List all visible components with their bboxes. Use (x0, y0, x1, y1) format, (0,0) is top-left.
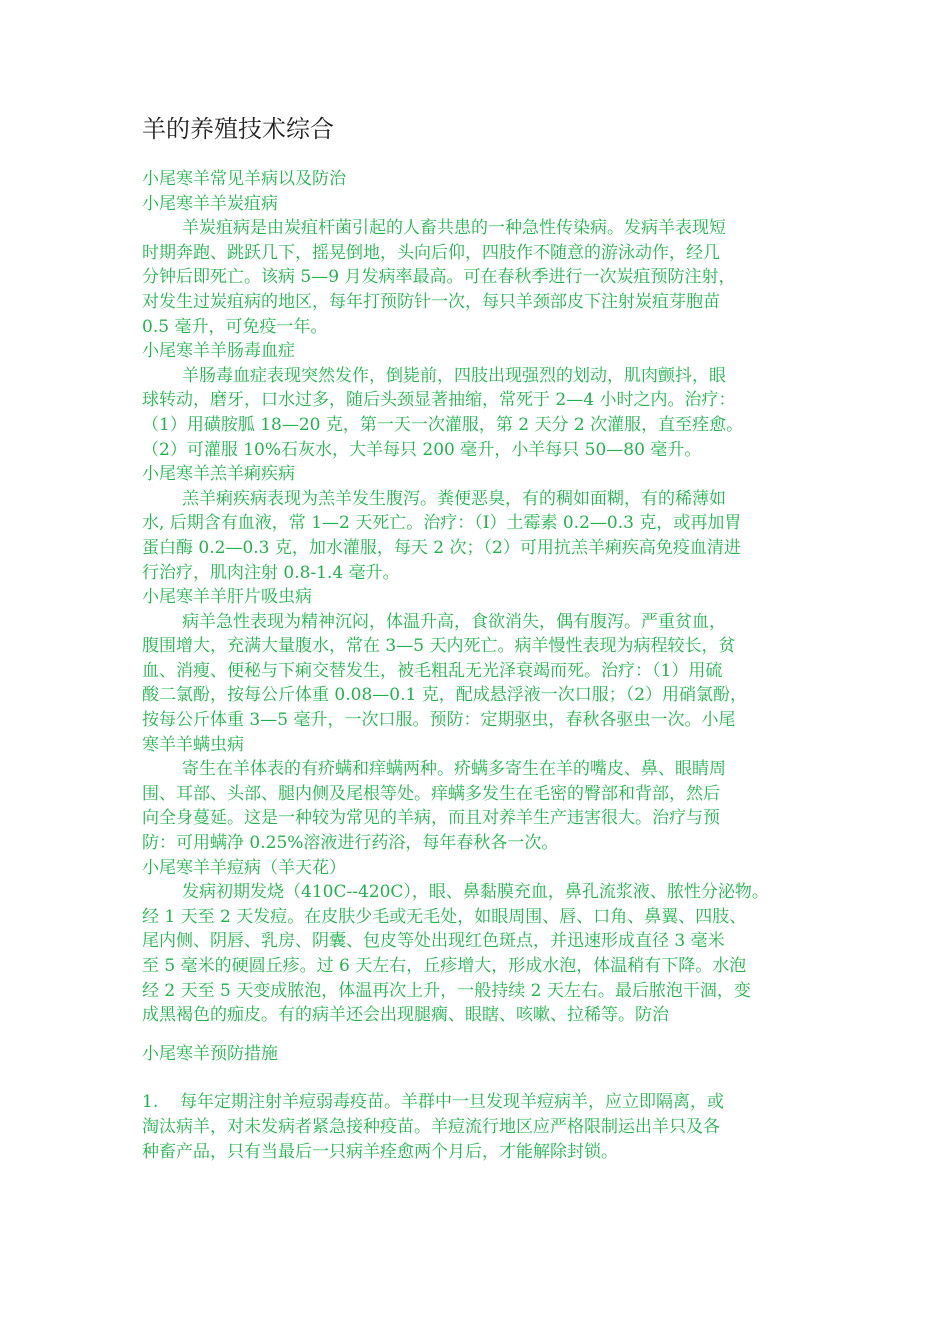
section-paragraph (142, 610, 830, 758)
section-paragraph (142, 364, 830, 462)
paragraph-line: 经 2 天至 5 天变成脓泡，体温再次上升，一般持续 2 天左右。最后脓泡干涸，变 (142, 980, 751, 1001)
section-paragraph (142, 757, 830, 855)
paragraph-line: 分钟后即死亡。该病 5—9 月发病率最高。可在春秋季进行一次炭疽预防注射， (142, 267, 736, 288)
paragraph-line: 尾内侧、阴唇、乳房、阴囊、包皮等处出现红色斑点，并迅速形成直径 3 毫米 (142, 931, 725, 952)
paragraph-line: 发病初期发烧（410C--420C），眼、鼻黏膜充血，鼻孔流浆液、脓性分泌物。 (182, 882, 769, 903)
section-heading: 小尾寒羊羊痘病（羊天花） (142, 857, 346, 878)
paragraph-line: （2）可灌服 10%石灰水，大羊每只 200 毫升，小羊每只 50—80 毫升。 (142, 439, 702, 460)
section-paragraph (142, 216, 830, 339)
disease-sections (142, 192, 830, 1028)
paragraph-line: 围、耳部、头部、腿内侧及尾根等处。痒螨多发生在毛密的臀部和背部，然后 (142, 783, 720, 804)
paragraph-line: 经 1 天至 2 天发痘。在皮肤少毛或无毛处，如眼周围、唇、口角、鼻翼、四肢、 (142, 906, 747, 927)
prevention-line-text: 每年定期注射羊痘弱毒疫苗。羊群中一旦发现羊痘病羊，应立即隔离，或 (180, 1092, 724, 1113)
paragraph-line: 按每公斤体重 3—5 毫升，一次口服。预防：定期驱虫，春秋各驱虫一次。小尾 (142, 710, 736, 731)
paragraph-line: 防：可用螨净 0.25%溶液进行药浴，每年春秋各一次。 (142, 833, 559, 854)
paragraph-line: 寄生在羊体表的有疥螨和痒螨两种。疥螨多寄生在羊的嘴皮、鼻、眼睛周 (182, 759, 726, 780)
paragraph-line: 羔羊痢疾病表现为羔羊发生腹泻。粪便恶臭，有的稠如面糊，有的稀薄如 (182, 488, 726, 509)
paragraph-line: 羊炭疽病是由炭疽杆菌引起的人畜共患的一种急性传染病。发病羊表现短 (182, 218, 726, 239)
paragraph-line: 羊肠毒血症表现突然发作，倒毙前，四肢出现强烈的划动，肌肉颤抖，眼 (182, 365, 726, 386)
prevention-heading: 小尾寒羊预防措施 (142, 1043, 278, 1064)
paragraph-line: 球转动，磨牙，口水过多，随后头颈显著抽缩，常死于 2—4 小时之内。治疗： (142, 390, 736, 411)
paragraph-line: 时期奔跑、跳跃几下，摇晃倒地，头向后仰，四肢作不随意的游泳动作，经几 (142, 242, 720, 263)
section-paragraph (142, 487, 830, 585)
list-number: 1. (142, 1092, 159, 1113)
prevention-line: 淘汰病羊，对未发病者紧急接种疫苗。羊痘流行地区应严格限制运出羊只及各 (142, 1116, 720, 1137)
paragraph-line: 行治疗，肌肉注射 0.8-1.4 毫升。 (142, 562, 400, 583)
prevention-first-line (142, 1090, 830, 1115)
paragraph-line: 酸二氯酚，按每公斤体重 0.08—0.1 克，配成悬浮液一次口服；（2）用硝氯酚， (142, 685, 748, 706)
paragraph-line: 0.5 毫升，可免疫一年。 (142, 316, 328, 337)
paragraph-line: 水, 后期含有血液，常 1—2 天死亡。治疗：（I）土霉素 0.2—0.3 克，或再加胃 (142, 513, 742, 534)
paragraph-line: （1）用磺胺胍 18—20 克，第一天一次灌服，第 2 天分 2 次灌服，直至痊愈。 (142, 414, 744, 435)
section-paragraph (142, 880, 830, 1028)
section-heading: 小尾寒羊羔羊痢疾病 (142, 464, 295, 485)
paragraph-line: 成黑褐色的痂皮。有的病羊还会出现腿瘸、眼瞎、咳嗽、拉稀等。防治 (142, 1005, 669, 1026)
section-heading: 小尾寒羊羊肝片吸虫病 (142, 587, 312, 608)
paragraph-line: 病羊急性表现为精神沉闷，体温升高，食欲消失，偶有腹泻。严重贫血， (182, 611, 726, 632)
paragraph-line: 血、消瘦、便秘与下痢交替发生，被毛粗乱无光泽衰竭而死。治疗：（1）用硫 (142, 660, 723, 681)
section-heading: 小尾寒羊羊肠毒血症 (142, 341, 295, 362)
document-title: 羊的养殖技术综合 (142, 115, 334, 143)
intro-heading: 小尾寒羊常见羊病以及防治 (142, 169, 346, 189)
paragraph-line: 至 5 毫米的硬圆丘疹。过 6 天左右，丘疹增大，形成水泡，体温稍有下降。水泡 (142, 956, 747, 976)
paragraph-line: 对发生过炭疽病的地区，每年打预防针一次，每只羊颈部皮下注射炭疽芽胞苗 (142, 291, 720, 312)
section-heading: 小尾寒羊羊炭疽病 (142, 193, 278, 214)
paragraph-line: 腹围增大，充满大量腹水，常在 3—5 天内死亡。病羊慢性表现为病程较长，贫 (142, 636, 736, 657)
paragraph-line: 向全身蔓延。这是一种较为常见的羊病，而且对养羊生产违害很大。治疗与预 (142, 808, 720, 829)
prevention-line: 种畜产品，只有当最后一只病羊痊愈两个月后，才能解除封锁。 (142, 1141, 618, 1162)
paragraph-line: 蛋白酶 0.2—0.3 克，加水灌服，每天 2 次；（2）可用抗羔羊痢疾高免疫血清进 (142, 537, 741, 558)
prevention-item-text (142, 1090, 830, 1164)
paragraph-line: 寒羊羊螨虫病 (142, 734, 244, 755)
prevention-item-1 (142, 1090, 830, 1164)
